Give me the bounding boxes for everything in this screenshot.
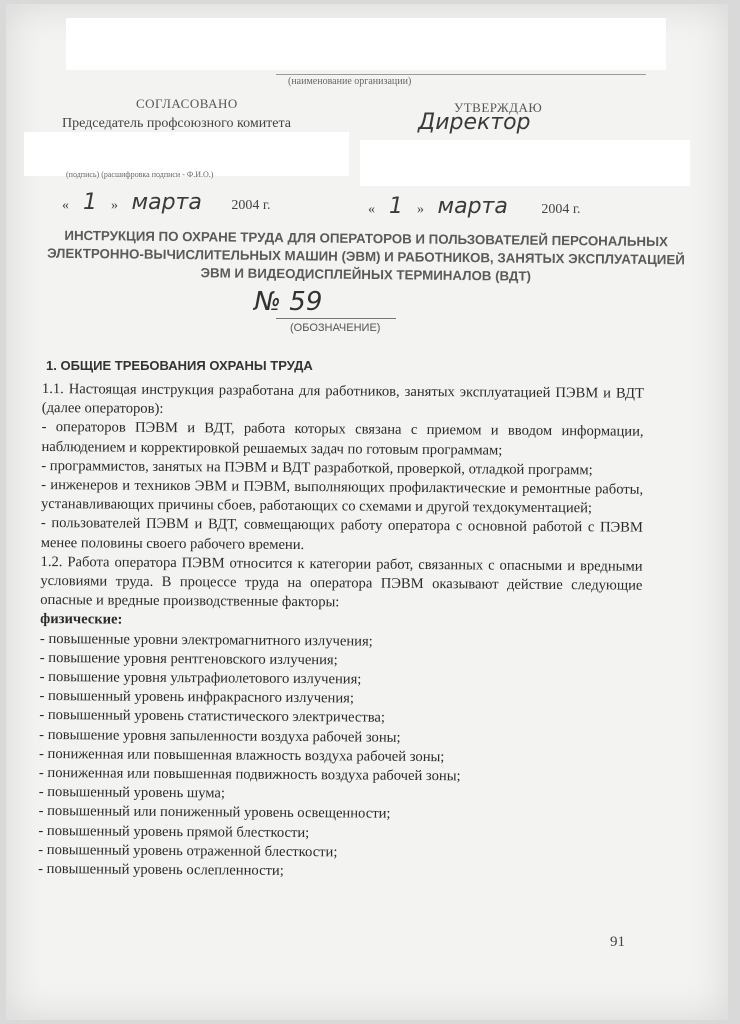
date-left-month: марта xyxy=(131,190,202,215)
org-underline xyxy=(276,74,646,75)
date-right-month: марта xyxy=(437,194,508,219)
approved-label: УТВЕРЖДАЮ xyxy=(454,100,543,115)
date-left-year: 2004 г. xyxy=(231,198,271,213)
factor-item: - повышенный уровень инфракрасного излучения; xyxy=(39,688,354,707)
factor-item: - пониженная или повышенная подвижность воздуха рабочей зоны; xyxy=(38,765,461,785)
factor-item: - повышенный уровень шума; xyxy=(38,784,226,802)
date-right-year: 2004 г. xyxy=(541,202,581,217)
paragraph: - пользователей ПЭВМ и ВДТ, совмещающих работу оператора с основной работой с ПЭВМ менее половины своего рабочего времени. xyxy=(40,515,643,553)
section-1-heading: 1. ОБЩИЕ ТРЕБОВАНИЯ ОХРАНЫ ТРУДА xyxy=(46,358,313,373)
factor-item: - повышенный уровень ослепленности; xyxy=(38,861,284,879)
date-left: « 1 » марта 2004 г. xyxy=(62,190,271,215)
page-number: 91 xyxy=(610,934,625,950)
chair-label: Председатель профсоюзного комитета xyxy=(62,116,292,131)
signature-caption-left: (подпись) (расшифровка подписи - Ф.И.О.) xyxy=(66,170,214,179)
document-number: № 59 xyxy=(254,287,323,317)
factor-item: - повышенные уровни электромагнитного излучения; xyxy=(39,630,373,650)
document-body xyxy=(38,380,644,884)
document-number-underline xyxy=(276,318,396,319)
paragraph: 1.2. Работа оператора ПЭВМ относится к категории работ, связанных с опасными и вредными условиями труда. В процессе труда на оператора ПЭВМ оказывают действие следующие опасные и вредные производственные факторы: xyxy=(40,553,643,611)
factor-item: - повышенный уровень отраженной блесткости; xyxy=(38,841,338,861)
factor-item: - повышение уровня ультрафиолетового излучения; xyxy=(39,669,362,688)
paragraph: - инженеров и техников ЭВМ и ПЭВМ, выполняющих профилактические и ремонтные работы, устанавливающих причины сбоев, работающих со схемами и другой техдокументацией; xyxy=(40,477,644,517)
factor-item: - повышение уровня запыленности воздуха рабочей зоны; xyxy=(39,726,401,746)
agreed-label: СОГЛАСОВАНО xyxy=(136,96,238,111)
paragraph: - операторов ПЭВМ и ВДТ, работа которых связана с приемом и вводом информации, наблюдением и корректировкой решаемых задач по готовым программам; xyxy=(41,419,644,459)
factor-item: - повышенный уровень прямой блесткости; xyxy=(38,822,310,841)
paragraph: - программистов, занятых на ПЭВМ и ВДТ разработкой, проверкой, отладкой программ; xyxy=(41,457,593,479)
date-right-day: 1 xyxy=(389,194,403,219)
date-right: « 1 » марта 2004 г. xyxy=(368,194,581,219)
org-caption: (наименование организации) xyxy=(288,76,412,87)
redacted-org-name xyxy=(66,18,666,70)
date-left-day: 1 xyxy=(83,190,97,215)
document-page xyxy=(6,4,728,1020)
factor-item: - повышенный или пониженный уровень освещенности; xyxy=(38,803,391,823)
document-title: ИНСТРУКЦИЯ ПО ОХРАНЕ ТРУДА ДЛЯ ОПЕРАТОРОВ И ПОЛЬЗОВАТЕЛЕЙ ПЕРСОНАЛЬНЫХ ЭЛЕКТРОННО-ВЫЧИСЛИТЕЛЬНЫХ МАШИН (ЭВМ) И РАБОТНИКОВ, ЗАНЯТЫХ ЭКСПЛУАТАЦИЕЙ ЭВМ И ВИДЕОДИСПЛЕЙНЫХ ТЕРМИНАЛОВ (ВДТ) xyxy=(47,227,685,284)
paragraph: 1.1. Настоящая инструкция разработана для работников, занятых эксплуатацией ПЭВМ и ВДТ (далее операторов): xyxy=(41,380,644,418)
director-signature-text: Директор xyxy=(418,110,531,135)
factor-item: - пониженная или повышенная влажность воздуха рабочей зоны; xyxy=(39,745,445,766)
document-number-caption: (ОБОЗНАЧЕНИЕ) xyxy=(290,322,381,334)
factor-item: - повышенный уровень статистического электричества; xyxy=(39,707,386,727)
factor-item: - повышение уровня рентгеновского излучения; xyxy=(39,649,338,669)
physical-label: физические: xyxy=(40,611,123,629)
redacted-signature-right xyxy=(360,140,690,186)
